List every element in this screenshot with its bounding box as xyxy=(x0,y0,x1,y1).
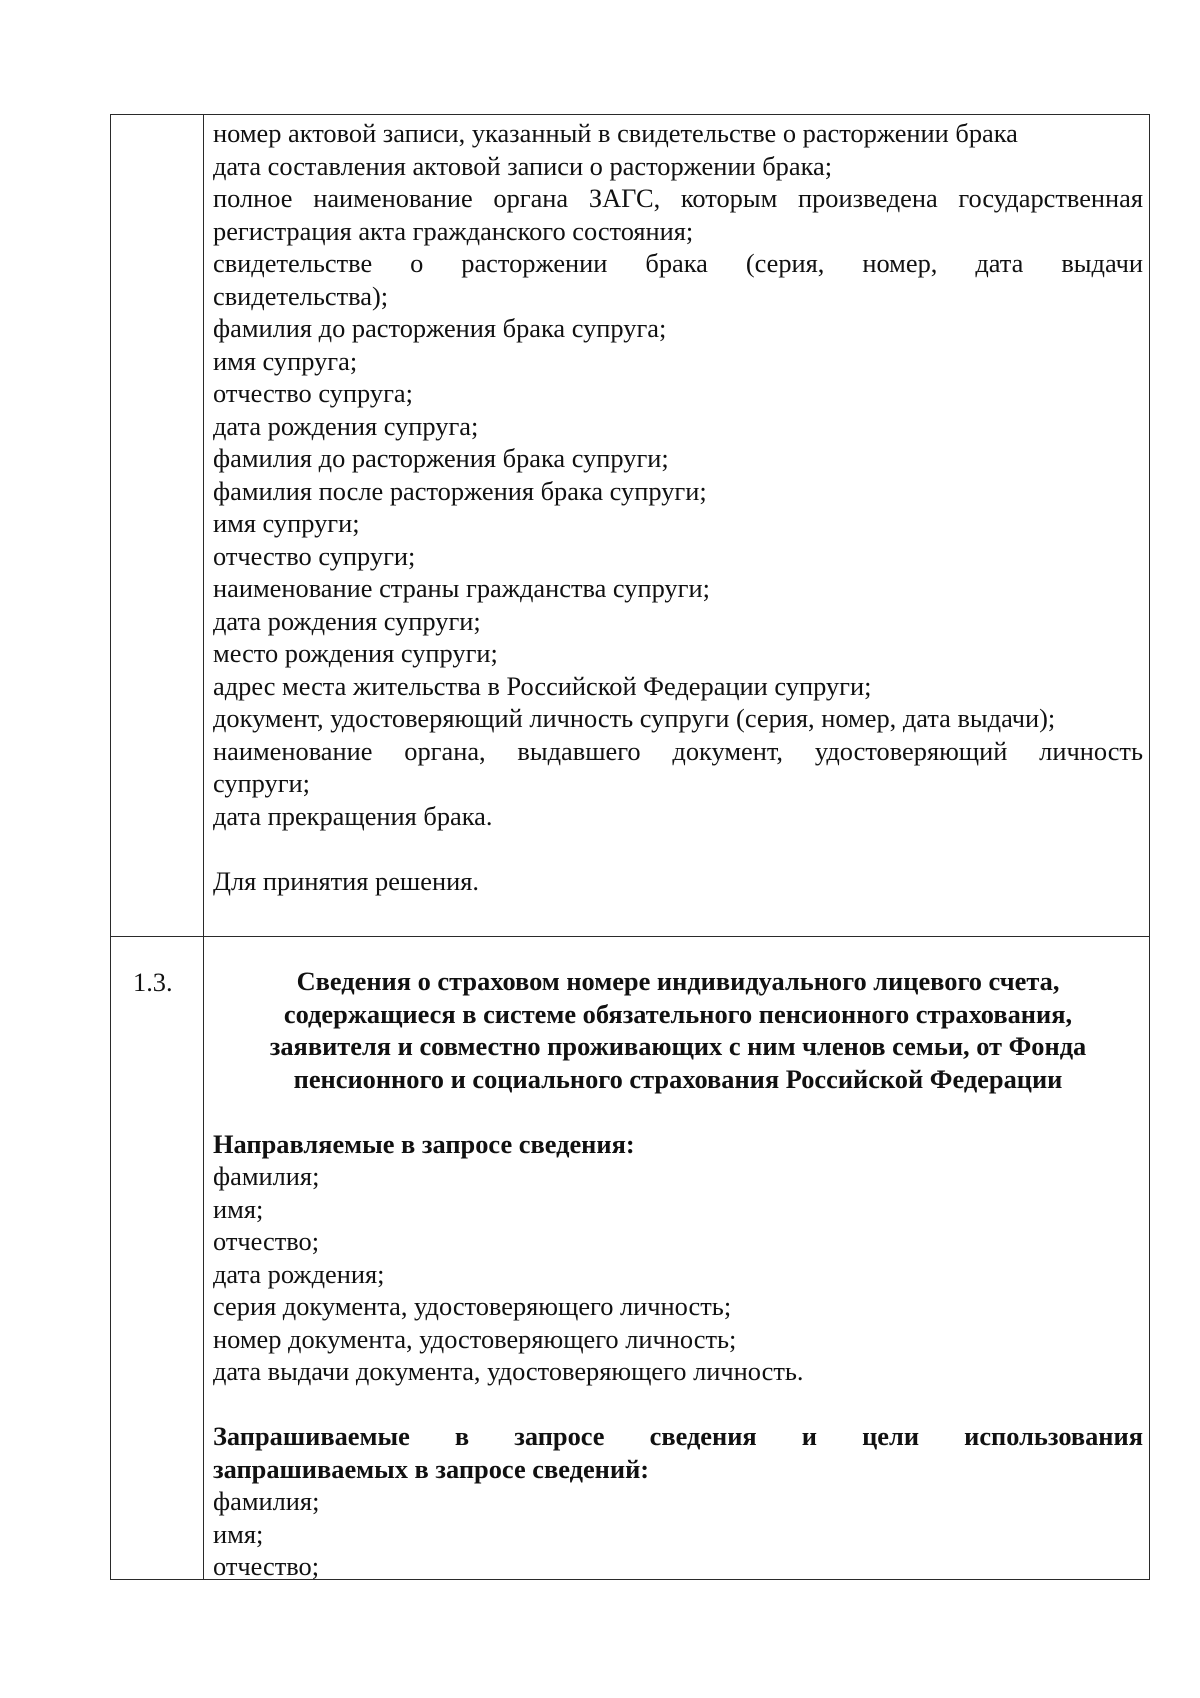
text-line: фамилия после расторжения брака супруги; xyxy=(213,475,707,506)
spacer xyxy=(213,1388,1143,1421)
list-item: отчество; xyxy=(213,1551,320,1581)
text-line: свидетельстве о расторжении брака (серия, номер, дата выдачи xyxy=(213,248,1143,278)
spacer xyxy=(213,1095,1143,1128)
requested-heading-line: запрашиваемых в запросе сведений: xyxy=(213,1453,650,1484)
column-divider xyxy=(203,115,204,1579)
section-1-2-continued-cell xyxy=(213,117,1143,897)
requested-heading-line: Запрашиваемые в запросе сведения и цели использования xyxy=(213,1421,1143,1451)
text-line: отчество супруга; xyxy=(213,378,413,408)
text-line: имя супруга; xyxy=(213,345,358,376)
text-line: документ, удостоверяющий личность супруги (серия, номер, дата выдачи); xyxy=(213,703,1056,733)
text-line: дата составления актовой записи о расторжении брака; xyxy=(213,150,833,181)
list-item: фамилия; xyxy=(213,1161,320,1191)
list-item: отчество; xyxy=(213,1226,320,1256)
text-line: отчество супруги; xyxy=(213,540,416,571)
requirements-table xyxy=(110,114,1150,1580)
text-line: имя супруги; xyxy=(213,508,360,538)
list-item: имя; xyxy=(213,1193,264,1224)
section-1-3-cell xyxy=(213,965,1143,1583)
text-line: адрес места жительства в Российской Федерации супруги; xyxy=(213,670,872,701)
text-line: регистрация акта гражданского состояния; xyxy=(213,215,694,246)
list-item: дата рождения; xyxy=(213,1258,385,1289)
text-line: фамилия до расторжения брака супруга; xyxy=(213,313,667,343)
list-item: имя; xyxy=(213,1518,264,1549)
text-line: номер актовой записи, указанный в свидетельстве о расторжении брака xyxy=(213,118,1018,148)
text-line: дата рождения супруги; xyxy=(213,605,481,636)
text-line: полное наименование органа ЗАГС, которым произведена государственная xyxy=(213,183,1143,213)
section-title-line: пенсионного и социального страхования Российской Федерации xyxy=(293,1063,1063,1094)
section-title-line: заявителя и совместно проживающих с ним членов семьи, от Фонда xyxy=(269,1031,1087,1061)
row-divider xyxy=(111,936,1149,937)
text-line: наименование страны гражданства супруги; xyxy=(213,573,710,603)
list-item: номер документа, удостоверяющего личность; xyxy=(213,1323,737,1354)
text-line: дата прекращения брака. xyxy=(213,800,493,831)
purpose-text: Для принятия решения. xyxy=(213,865,479,896)
text-line: свидетельства); xyxy=(213,280,389,311)
sent-heading: Направляемые в запросе сведения: xyxy=(213,1128,635,1159)
text-line: супруги; xyxy=(213,768,311,798)
section-title-line: Сведения о страховом номере индивидуального лицевого счета, xyxy=(296,966,1060,996)
row-number: 1.3. xyxy=(133,967,173,997)
section-title-line: содержащиеся в системе обязательного пенсионного страхования, xyxy=(283,998,1073,1029)
list-item: дата выдачи документа, удостоверяющего личность. xyxy=(213,1356,804,1386)
list-item: серия документа, удостоверяющего личность; xyxy=(213,1291,732,1321)
text-line: место рождения супруги; xyxy=(213,638,498,668)
text-line: дата рождения супруга; xyxy=(213,410,479,441)
text-line: фамилия до расторжения брака супруги; xyxy=(213,443,669,473)
text-line: наименование органа, выдавшего документ, удостоверяющий личность xyxy=(213,735,1143,766)
list-item: фамилия; xyxy=(213,1486,320,1516)
spacer xyxy=(213,832,1143,865)
